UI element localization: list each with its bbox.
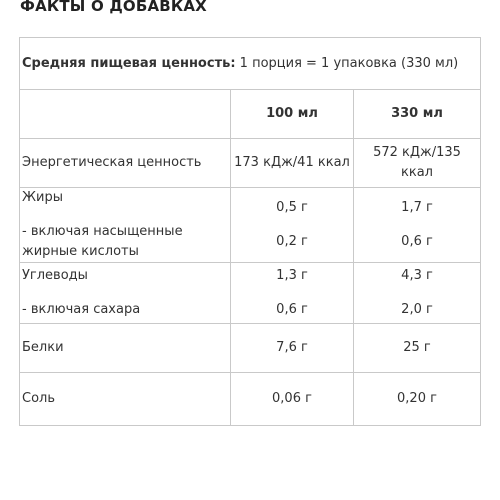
- row-label-protein: Белки: [20, 324, 231, 373]
- salt-per-100ml: 0,06 г: [231, 373, 354, 426]
- table-row-carbs: [20, 263, 481, 324]
- table-row-fat: [20, 188, 481, 263]
- section-heading: ФАКТЫ О ДОБАВКАХ: [20, 0, 207, 15]
- energy-per-100ml: 173 кДж/41 ккал: [231, 139, 354, 188]
- label-carbs: Углеводы: [22, 268, 88, 283]
- label-fat: Жиры: [22, 190, 63, 205]
- protein-per-100ml: 7,6 г: [231, 324, 354, 373]
- carbs-per-330ml: 4,3 г: [401, 268, 433, 283]
- saturated-per-330ml: 0,6 г: [401, 234, 433, 249]
- serving-value: 1 порция = 1 упаковка (330 мл): [235, 55, 459, 71]
- row-label-carbs: [20, 263, 231, 324]
- row-label-salt: Соль: [20, 373, 231, 426]
- salt-per-330ml: 0,20 г: [354, 373, 481, 426]
- serving-cell: [20, 38, 481, 90]
- table-row-salt: [20, 373, 481, 426]
- row-label-energy: Энергетическая ценность: [20, 139, 231, 188]
- carbs-per-100ml: 1,3 г: [276, 268, 308, 283]
- energy-per-330ml: 572 кДж/135 ккал: [354, 139, 481, 188]
- fat-per-330ml: 1,7 г: [401, 200, 433, 215]
- sugars-per-100ml: 0,6 г: [276, 302, 308, 317]
- protein-per-330ml: 25 г: [354, 324, 481, 373]
- table-row-energy: [20, 139, 481, 188]
- header-empty-cell: [20, 90, 231, 139]
- header-row: [20, 90, 481, 139]
- fat-per-100ml: 0,5 г: [276, 200, 308, 215]
- table-row-protein: [20, 324, 481, 373]
- column-header-100ml: 100 мл: [231, 90, 354, 139]
- serving-row: [20, 38, 481, 90]
- carbs-per-100ml-cell: [231, 263, 354, 324]
- saturated-per-100ml: 0,2 г: [276, 234, 308, 249]
- serving-label: Средняя пищевая ценность:: [22, 55, 236, 71]
- nutrition-table: [19, 37, 481, 426]
- fat-per-330ml-cell: [354, 188, 481, 263]
- row-label-fat: [20, 188, 231, 263]
- fat-per-100ml-cell: [231, 188, 354, 263]
- sugars-per-330ml: 2,0 г: [401, 302, 433, 317]
- label-saturated: - включая насыщенные жирные кислоты: [22, 224, 183, 259]
- label-sugars: - включая сахара: [22, 302, 141, 317]
- carbs-per-330ml-cell: [354, 263, 481, 324]
- column-header-330ml: 330 мл: [354, 90, 481, 139]
